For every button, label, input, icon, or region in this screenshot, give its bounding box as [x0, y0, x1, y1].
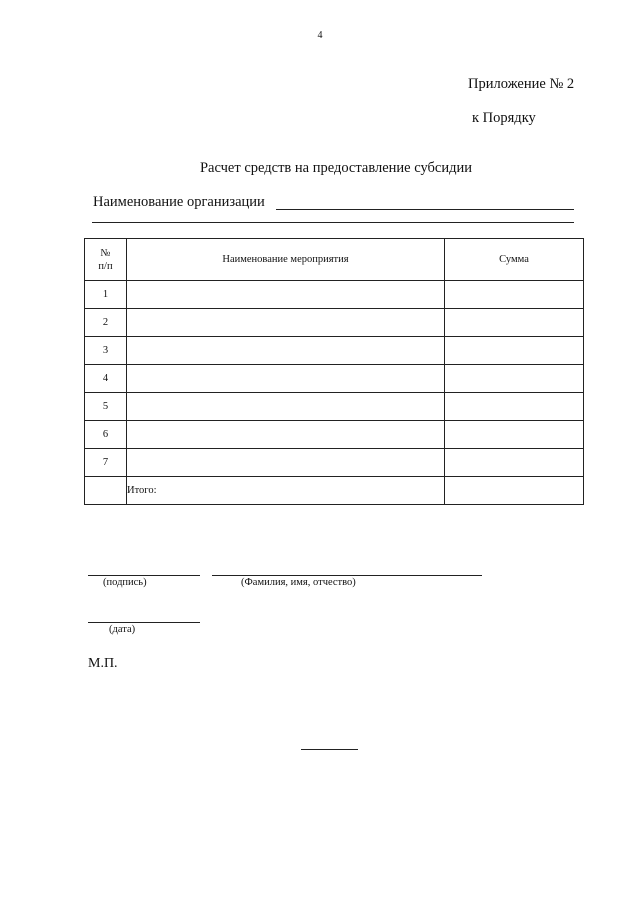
signature-caption: (подпись) — [103, 577, 147, 588]
table-row — [85, 393, 584, 421]
document-title: Расчет средств на предоставление субсидии — [199, 160, 473, 176]
sum-cell[interactable] — [445, 309, 584, 337]
sum-cell[interactable] — [445, 337, 584, 365]
event-cell[interactable] — [127, 365, 445, 393]
calculation-table — [84, 238, 584, 505]
event-cell[interactable] — [127, 393, 445, 421]
table-row — [85, 421, 584, 449]
appendix-title: Приложение № 2 — [468, 76, 575, 92]
sum-cell[interactable] — [445, 421, 584, 449]
sum-cell[interactable] — [445, 365, 584, 393]
row-number: 7 — [85, 449, 127, 477]
header-number-symbol: № — [100, 247, 111, 259]
appendix-reference: к Порядку — [472, 110, 536, 126]
event-cell[interactable] — [127, 449, 445, 477]
table-row — [85, 309, 584, 337]
sum-cell[interactable] — [445, 393, 584, 421]
total-row — [85, 477, 584, 505]
document-end-line — [301, 749, 358, 750]
signature-line — [88, 575, 200, 576]
row-number: 1 — [85, 281, 127, 309]
full-name-caption: (Фамилия, имя, отчество) — [241, 577, 356, 588]
date-caption: (дата) — [109, 624, 136, 635]
table-row — [85, 281, 584, 309]
row-number: 2 — [85, 309, 127, 337]
header-event-name: Наименование мероприятия — [127, 239, 445, 281]
total-sum-cell[interactable] — [445, 477, 584, 505]
organization-fill-line — [276, 209, 574, 210]
sum-cell[interactable] — [445, 449, 584, 477]
event-cell[interactable] — [127, 337, 445, 365]
table-header-row — [85, 239, 584, 281]
date-line — [88, 622, 200, 623]
event-cell[interactable] — [127, 421, 445, 449]
page-number: 4 — [317, 30, 323, 41]
total-label: Итого: — [127, 477, 445, 505]
header-number — [85, 239, 127, 281]
row-number: 6 — [85, 421, 127, 449]
row-number: 3 — [85, 337, 127, 365]
stamp-place-label: М.П. — [88, 656, 118, 671]
header-sum: Сумма — [445, 239, 584, 281]
organization-label: Наименование организации — [93, 194, 265, 210]
full-name-line — [212, 575, 482, 576]
table-row — [85, 449, 584, 477]
organization-fill-line-2 — [92, 222, 574, 223]
table-row — [85, 337, 584, 365]
sum-cell[interactable] — [445, 281, 584, 309]
row-number: 4 — [85, 365, 127, 393]
row-number: 5 — [85, 393, 127, 421]
total-number-cell — [85, 477, 127, 505]
header-number-abbr: п/п — [98, 260, 113, 272]
table-row — [85, 365, 584, 393]
event-cell[interactable] — [127, 281, 445, 309]
event-cell[interactable] — [127, 309, 445, 337]
